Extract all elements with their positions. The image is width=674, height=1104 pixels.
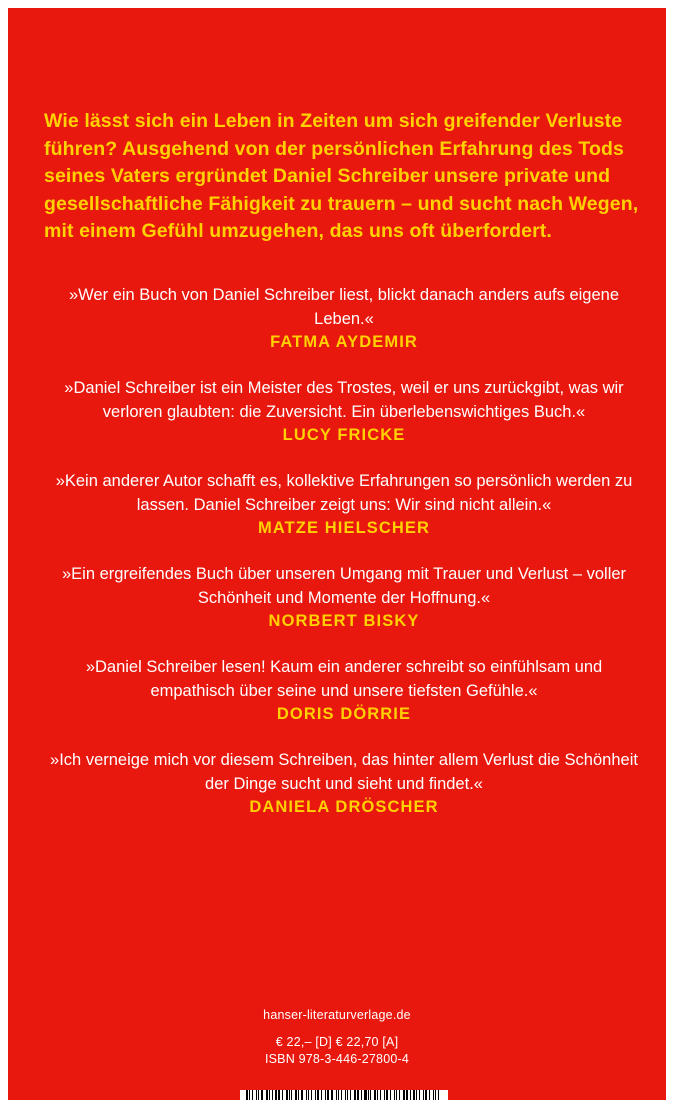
barcode-bar xyxy=(282,1090,283,1100)
barcode-bar xyxy=(423,1090,425,1100)
barcode-bar xyxy=(416,1090,417,1100)
barcode-bar xyxy=(266,1090,268,1100)
barcode-bar xyxy=(306,1090,308,1100)
publisher-url[interactable]: hanser-literaturverlage.de xyxy=(263,1008,411,1022)
barcode-bar xyxy=(370,1090,371,1100)
barcode-bar xyxy=(301,1090,303,1100)
barcode-bar xyxy=(433,1090,434,1100)
barcode-bar xyxy=(338,1090,340,1100)
barcode-bar xyxy=(315,1090,317,1100)
quote-text: »Daniel Schreiber ist ein Meister des Trostes, weil er uns zurückgibt, was wir verloren glaubten: die Zuversicht. Ein überlebenswichtiges Buch.« xyxy=(64,379,624,421)
quote-item xyxy=(37,749,651,817)
barcode-bar xyxy=(278,1090,280,1100)
barcode-bar xyxy=(396,1090,397,1100)
barcode-bar xyxy=(331,1090,333,1100)
barcode-bar xyxy=(298,1090,299,1100)
barcode-bar xyxy=(386,1090,388,1100)
barcode-bar xyxy=(341,1090,342,1100)
barcode-bar xyxy=(394,1090,396,1100)
quote-author: FATMA AYDEMIR xyxy=(270,333,418,351)
barcode-bar xyxy=(246,1090,248,1100)
barcode-bar xyxy=(289,1090,290,1100)
barcode-bar xyxy=(425,1090,427,1100)
barcode-bar xyxy=(354,1090,356,1100)
barcode-bar xyxy=(321,1090,322,1100)
quote-item xyxy=(37,656,651,724)
barcode-bar xyxy=(317,1090,319,1100)
barcode-bar xyxy=(374,1090,376,1100)
isbn-text: ISBN 978-3-446-27800-4 xyxy=(264,1052,410,1066)
barcode-bar xyxy=(413,1090,415,1100)
barcode-bar xyxy=(429,1090,430,1100)
quote-text: »Ich verneige mich vor diesem Schreiben, das hinter allem Verlust die Schönheit der Dinge sucht und sieht und findet.« xyxy=(50,751,638,793)
quote-author: NORBERT BISKY xyxy=(268,612,420,630)
barcode-bar xyxy=(403,1090,405,1100)
barcode-bar xyxy=(406,1090,408,1100)
barcode-bar xyxy=(261,1090,263,1100)
barcode-bar xyxy=(419,1090,420,1100)
barcode-bar xyxy=(252,1090,253,1100)
barcode-bar xyxy=(258,1090,259,1100)
barcode-bar xyxy=(399,1090,400,1100)
barcode-bar xyxy=(327,1090,329,1100)
barcode-bar xyxy=(249,1090,250,1100)
barcode-bar xyxy=(345,1090,346,1100)
barcode-bar xyxy=(286,1090,288,1100)
barcode-bar xyxy=(438,1090,439,1100)
barcode-bar xyxy=(311,1090,312,1100)
quote-text: »Ein ergreifendes Buch über unseren Umgang mit Trauer und Verlust – voller Schönheit und Momente der Hoffnung.« xyxy=(61,565,627,607)
barcode-bar xyxy=(364,1090,366,1100)
barcode-bar xyxy=(272,1090,273,1100)
quote-author: DORIS DÖRRIE xyxy=(276,705,412,723)
barcode-bar xyxy=(377,1090,379,1100)
quote-item xyxy=(37,284,651,352)
barcode-bar xyxy=(435,1090,437,1100)
barcode-bar xyxy=(361,1090,362,1100)
barcode-bar xyxy=(325,1090,326,1100)
quote-text: »Wer ein Buch von Daniel Schreiber liest, blickt danach anders aufs eigene Leben.« xyxy=(68,286,619,328)
barcode-bar xyxy=(295,1090,297,1100)
barcode-bar xyxy=(275,1090,277,1100)
price-text: € 22,– [D] € 22,70 [A] xyxy=(275,1035,399,1049)
quote-author: MATZE HIELSCHER xyxy=(257,519,431,537)
quote-author: LUCY FRICKE xyxy=(282,426,406,444)
barcode-bar xyxy=(410,1090,411,1100)
cover-footer xyxy=(8,1008,666,1066)
barcode-bar xyxy=(308,1090,309,1100)
quotes-list xyxy=(37,284,651,842)
barcode-bar xyxy=(291,1090,292,1100)
book-back-cover xyxy=(8,8,666,1100)
quote-item xyxy=(37,470,651,538)
quote-item xyxy=(37,377,651,445)
barcode xyxy=(240,1090,448,1100)
barcode-bar xyxy=(390,1090,391,1100)
barcode-bar xyxy=(368,1090,369,1100)
blurb-text: Wie lässt sich ein Leben in Zeiten um sich greifender Verluste führen? Ausgehend von der persönlichen Erfahrung des Tods seines Vaters ergründet Daniel Schreiber unsere private und gesellschaftliche Fähigkeit zu trauern – und sucht nach Wegen, mit einem Gefühl umzugehen, das uns oft überfordert. xyxy=(44,110,639,242)
quote-text: »Daniel Schreiber lesen! Kaum ein anderer schreibt so einfühlsam und empathisch über seine und unsere tiefsten Gefühle.« xyxy=(85,658,603,700)
quote-author: DANIELA DRÖSCHER xyxy=(249,798,439,816)
quote-text: »Kein anderer Autor schafft es, kollektive Erfahrungen so persönlich werden zu lassen. Daniel Schreiber zeigt uns: Wir sind nicht allein.« xyxy=(55,472,633,514)
quote-item xyxy=(37,563,651,631)
barcode-bar xyxy=(336,1090,337,1100)
barcode-bar xyxy=(384,1090,385,1100)
barcode-bar xyxy=(256,1090,258,1100)
barcode-bar xyxy=(350,1090,351,1100)
barcode-bar xyxy=(347,1090,349,1100)
barcode-bar xyxy=(357,1090,359,1100)
barcode-bar xyxy=(380,1090,381,1100)
barcode-bar xyxy=(269,1090,270,1100)
